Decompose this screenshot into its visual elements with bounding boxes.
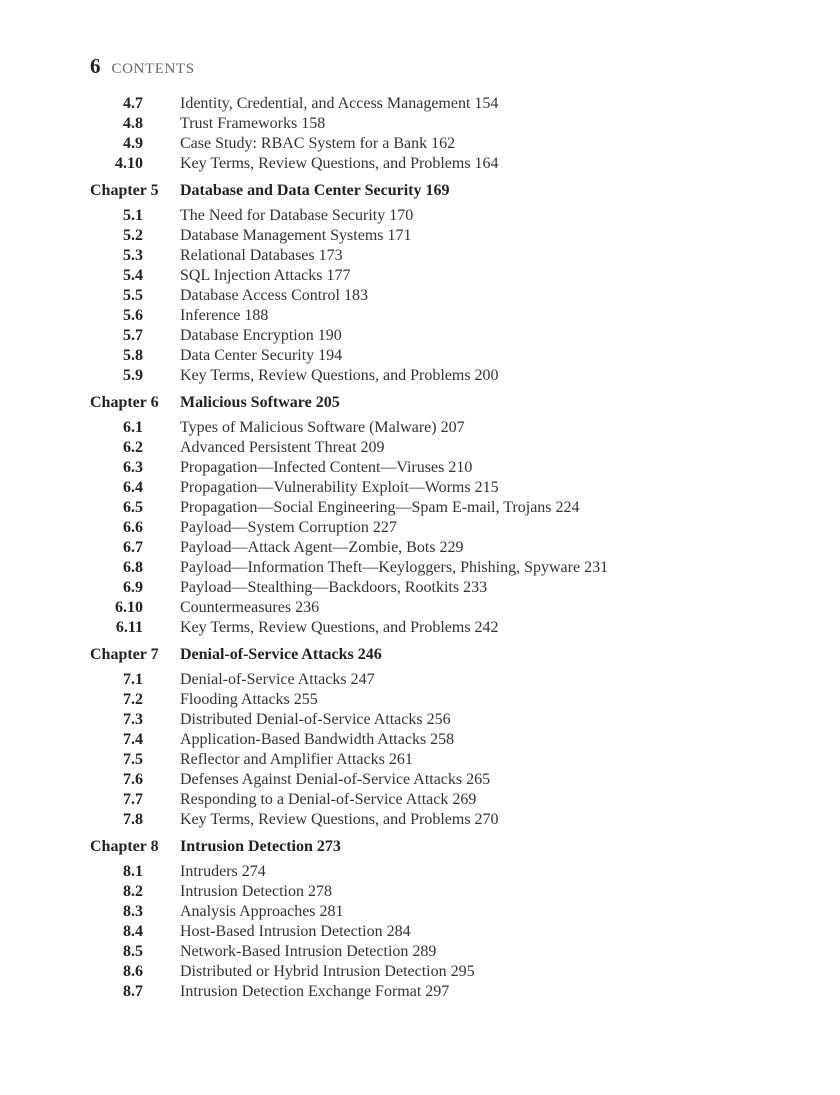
section-number: 4.9	[123, 135, 143, 152]
section-number: 5.8	[123, 347, 143, 364]
toc-section-row[interactable]	[0, 306, 840, 326]
section-title: Intruders 274	[180, 863, 266, 880]
section-number: 4.8	[123, 115, 143, 132]
section-title: Distributed Denial-of-Service Attacks 256	[180, 711, 451, 728]
toc-section-row[interactable]	[0, 902, 840, 922]
section-number: 6.7	[123, 539, 143, 556]
toc-section-row[interactable]	[0, 346, 840, 366]
section-number: 7.1	[123, 671, 143, 688]
section-title: Responding to a Denial-of-Service Attack 269	[180, 791, 477, 808]
section-number: 6.9	[123, 579, 143, 596]
section-number: 6.2	[123, 439, 143, 456]
toc-section-row[interactable]	[0, 266, 840, 286]
toc-section-row[interactable]	[0, 418, 840, 438]
section-title: Analysis Approaches 281	[180, 903, 344, 920]
toc-section-row[interactable]	[0, 114, 840, 134]
section-title: Intrusion Detection Exchange Format 297	[180, 983, 450, 1000]
toc-section-row[interactable]	[0, 770, 840, 790]
toc-section-row[interactable]	[0, 942, 840, 962]
section-number: 7.7	[123, 791, 143, 808]
section-title: Database Access Control 183	[180, 287, 368, 304]
toc-section-row[interactable]	[0, 882, 840, 902]
toc-chapter-heading[interactable]	[0, 181, 840, 201]
toc-section-row[interactable]	[0, 598, 840, 618]
section-number: 8.1	[123, 863, 143, 880]
toc-section-row[interactable]	[0, 154, 840, 174]
toc-section-row[interactable]	[0, 578, 840, 598]
toc-section-row[interactable]	[0, 790, 840, 810]
toc-section-row[interactable]	[0, 246, 840, 266]
toc-section-row[interactable]	[0, 206, 840, 226]
toc-section-row[interactable]	[0, 226, 840, 246]
section-number: 5.1	[123, 207, 143, 224]
toc-section-row[interactable]	[0, 286, 840, 306]
section-title: Data Center Security 194	[180, 347, 343, 364]
section-title: Denial-of-Service Attacks 247	[180, 671, 375, 688]
section-number: 7.4	[123, 731, 143, 748]
section-title: Host-Based Intrusion Detection 284	[180, 923, 411, 940]
toc-section-row[interactable]	[0, 326, 840, 346]
section-title: Propagation—Vulnerability Exploit—Worms 215	[180, 479, 499, 496]
section-number: 6.11	[115, 619, 143, 636]
chapter-title: Malicious Software 205	[180, 394, 340, 411]
section-number: 7.3	[123, 711, 143, 728]
toc-section-row[interactable]	[0, 538, 840, 558]
toc-chapter-heading[interactable]	[0, 645, 840, 665]
section-number: 5.7	[123, 327, 143, 344]
section-number: 8.7	[123, 983, 143, 1000]
section-title: Key Terms, Review Questions, and Problems 200	[180, 367, 499, 384]
toc-section-row[interactable]	[0, 458, 840, 478]
section-number: 4.7	[123, 95, 143, 112]
toc-section-row[interactable]	[0, 518, 840, 538]
section-number: 8.6	[123, 963, 143, 980]
section-title: Key Terms, Review Questions, and Problems 164	[180, 155, 499, 172]
section-title: Case Study: RBAC System for a Bank 162	[180, 135, 456, 152]
section-title: Application-Based Bandwidth Attacks 258	[180, 731, 455, 748]
section-title: Key Terms, Review Questions, and Problems 242	[180, 619, 499, 636]
section-number: 5.4	[123, 267, 143, 284]
section-title: Inference 188	[180, 307, 269, 324]
section-number: 6.5	[123, 499, 143, 516]
page-header	[90, 54, 195, 79]
section-title: Propagation—Infected Content—Viruses 210	[180, 459, 473, 476]
section-number: 8.5	[123, 943, 143, 960]
section-title: The Need for Database Security 170	[180, 207, 414, 224]
toc-section-row[interactable]	[0, 982, 840, 1002]
section-number: 4.10	[115, 155, 143, 172]
toc-section-row[interactable]	[0, 366, 840, 386]
section-title: Distributed or Hybrid Intrusion Detection 295	[180, 963, 475, 980]
toc-section-row[interactable]	[0, 962, 840, 982]
section-number: 8.3	[123, 903, 143, 920]
section-number: 6.6	[123, 519, 143, 536]
section-number: 7.6	[123, 771, 143, 788]
section-number: 7.5	[123, 751, 143, 768]
toc-section-row[interactable]	[0, 730, 840, 750]
toc-section-row[interactable]	[0, 478, 840, 498]
toc-chapter-heading[interactable]	[0, 393, 840, 413]
toc-chapter-heading[interactable]	[0, 837, 840, 857]
chapter-label: Chapter 7	[90, 646, 159, 663]
toc-section-row[interactable]	[0, 750, 840, 770]
toc-section-row[interactable]	[0, 498, 840, 518]
chapter-title: Intrusion Detection 273	[180, 838, 341, 855]
toc-section-row[interactable]	[0, 710, 840, 730]
chapter-title: Database and Data Center Security 169	[180, 182, 450, 199]
section-number: 7.2	[123, 691, 143, 708]
toc-section-row[interactable]	[0, 134, 840, 154]
section-title: Payload—System Corruption 227	[180, 519, 397, 536]
section-title: Network-Based Intrusion Detection 289	[180, 943, 437, 960]
section-number: 6.3	[123, 459, 143, 476]
section-title: Database Management Systems 171	[180, 227, 412, 244]
page-number: 6	[90, 54, 101, 78]
section-number: 6.8	[123, 559, 143, 576]
toc-section-row[interactable]	[0, 618, 840, 638]
section-title: Types of Malicious Software (Malware) 207	[180, 419, 465, 436]
section-title: Relational Databases 173	[180, 247, 343, 264]
section-number: 5.6	[123, 307, 143, 324]
section-title: Database Encryption 190	[180, 327, 342, 344]
section-number: 6.10	[115, 599, 143, 616]
toc-section-row[interactable]	[0, 94, 840, 114]
chapter-label: Chapter 8	[90, 838, 159, 855]
section-title: Propagation—Social Engineering—Spam E-mail, Trojans 224	[180, 499, 580, 516]
section-title: Advanced Persistent Threat 209	[180, 439, 385, 456]
section-number: 5.5	[123, 287, 143, 304]
toc-section-row[interactable]	[0, 922, 840, 942]
section-title: Reflector and Amplifier Attacks 261	[180, 751, 413, 768]
section-title: SQL Injection Attacks 177	[180, 267, 351, 284]
section-number: 5.3	[123, 247, 143, 264]
section-title: Intrusion Detection 278	[180, 883, 332, 900]
toc-section-row[interactable]	[0, 690, 840, 710]
section-title: Key Terms, Review Questions, and Problems 270	[180, 811, 499, 828]
toc-section-row[interactable]	[0, 558, 840, 578]
chapter-label: Chapter 5	[90, 182, 159, 199]
running-head: CONTENTS	[111, 61, 195, 77]
chapter-label: Chapter 6	[90, 394, 159, 411]
chapter-title: Denial-of-Service Attacks 246	[180, 646, 382, 663]
section-number: 6.1	[123, 419, 143, 436]
section-number: 6.4	[123, 479, 143, 496]
section-title: Payload—Attack Agent—Zombie, Bots 229	[180, 539, 464, 556]
section-number: 8.4	[123, 923, 143, 940]
section-title: Defenses Against Denial-of-Service Attacks 265	[180, 771, 491, 788]
section-number: 5.2	[123, 227, 143, 244]
toc-section-row[interactable]	[0, 438, 840, 458]
section-title: Flooding Attacks 255	[180, 691, 318, 708]
section-title: Identity, Credential, and Access Management 154	[180, 95, 499, 112]
toc-section-row[interactable]	[0, 670, 840, 690]
section-title: Trust Frameworks 158	[180, 115, 326, 132]
section-number: 8.2	[123, 883, 143, 900]
section-number: 5.9	[123, 367, 143, 384]
toc-section-row[interactable]	[0, 810, 840, 830]
section-title: Countermeasures 236	[180, 599, 320, 616]
section-title: Payload—Information Theft—Keyloggers, Phishing, Spyware 231	[180, 559, 609, 576]
toc-section-row[interactable]	[0, 862, 840, 882]
section-title: Payload—Stealthing—Backdoors, Rootkits 233	[180, 579, 488, 596]
section-number: 7.8	[123, 811, 143, 828]
table-of-contents	[0, 94, 840, 1002]
